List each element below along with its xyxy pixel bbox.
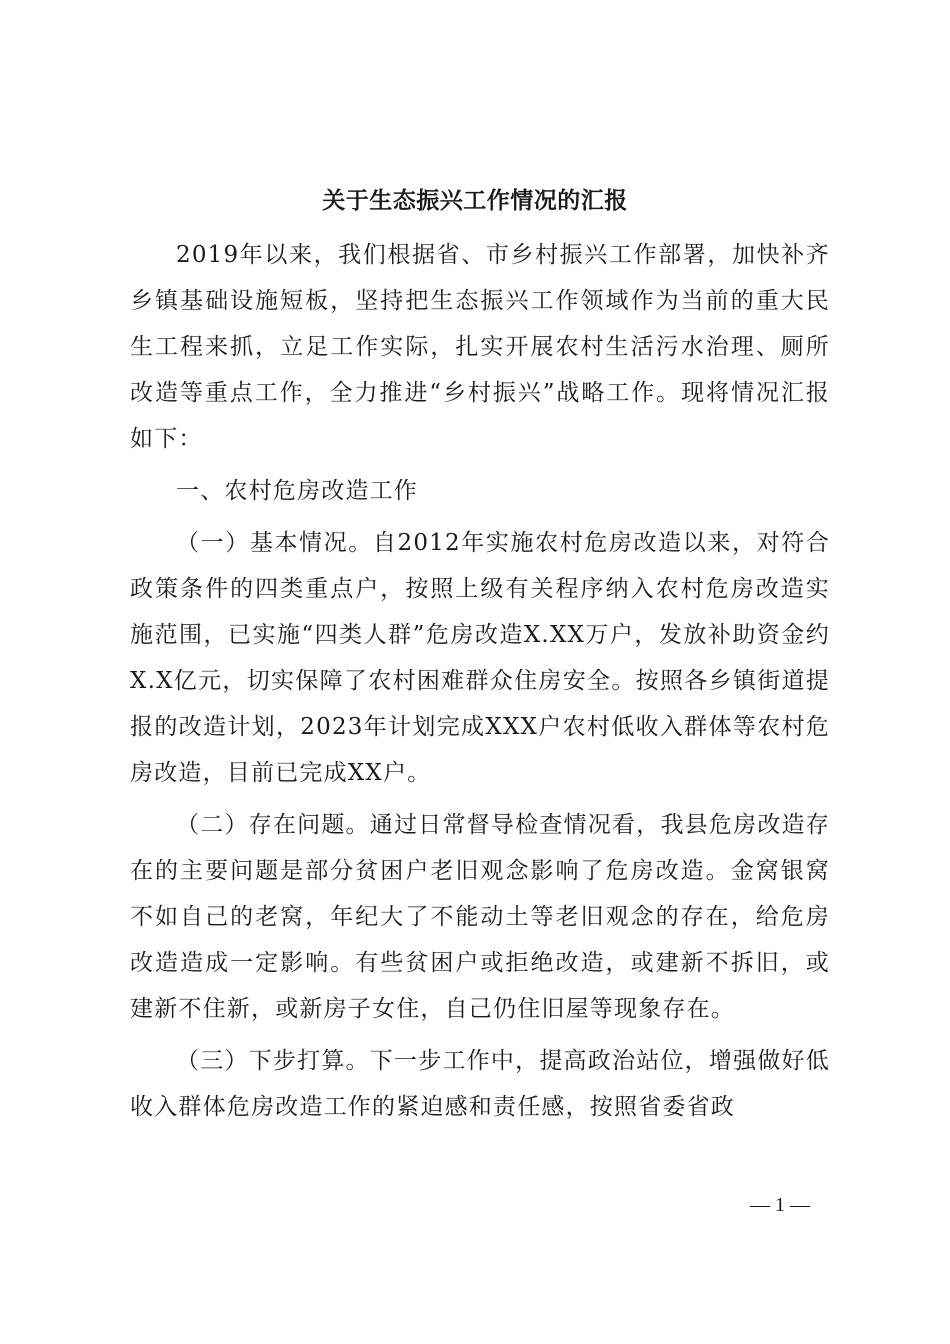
intro-paragraph: 2019年以来，我们根据省、市乡村振兴工作部署，加快补齐乡镇基础设施短板，坚持把生态振兴工作领域作为当前的重大民生工程来抓，立足工作实际，扎实开展农村生活污水治理、厕所改造等重点工作，全力推进“乡村振兴”战略工作。现将情况汇报如下： [130, 242, 830, 452]
paragraph-existing-problems [130, 802, 830, 1032]
subheading-next-steps: （三）下步打算。 [176, 1048, 370, 1074]
subheading-existing-problems: （二）存在问题。 [176, 812, 370, 838]
basic-situation-text: 自2012年实施农村危房改造以来，对符合政策条件的四类重点户，按照上级有关程序纳入农村危房改造实施范围，已实施“四类人群”危房改造X.XX万户，发放补助资金约X.X亿元，切实保障了农村困难群众住房安全。按照各乡镇街道提报的改造计划，2023年计划完成XXX户农村低收入群体等农村危房改造，目前已完成XX户。 [130, 530, 830, 786]
next-steps-text: 下一步工作中，提高政治站位，增强做好低收入群体危房改造工作的紧迫感和责任感，按照省委省政 [130, 1048, 830, 1120]
section-heading [130, 468, 830, 514]
paragraph-basic-situation [130, 520, 830, 796]
section-heading-text: 一、农村危房改造工作 [176, 478, 418, 504]
document-title: 关于生态振兴工作情况的汇报 [322, 187, 628, 214]
subheading-basic-situation: （一）基本情况。 [176, 530, 373, 556]
document-body [130, 232, 830, 1130]
existing-problems-text: 通过日常督导检查情况看，我县危房改造存在的主要问题是部分贫困户老旧观念影响了危房改造。金窝银窝不如自己的老窝，年纪大了不能动土等老旧观念的存在，给危房改造造成一定影响。有些贫困户或拒绝改造，或建新不拆旧，或建新不住新，或新房子女住，自己仍住旧屋等现象存在。 [130, 812, 830, 1022]
paragraph-next-steps [130, 1038, 830, 1130]
page-number: — 1 — [750, 1194, 810, 1216]
